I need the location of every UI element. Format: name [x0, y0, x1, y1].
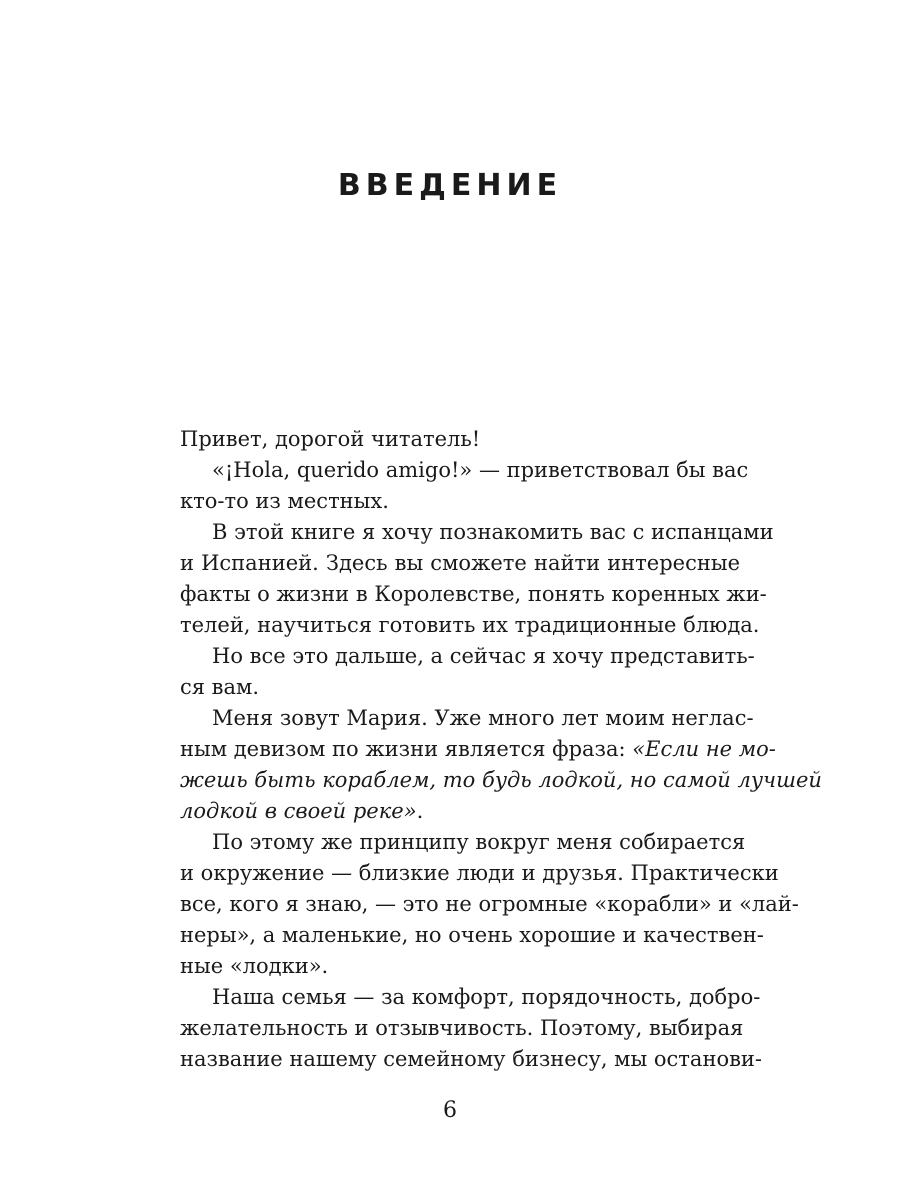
body-text [180, 424, 822, 1075]
text-line: Но все это дальше, а сейчас я хочу представить- [212, 644, 755, 668]
motto-quote: жешь быть кораблем, то будь лодкой, но самой лучшей [180, 768, 822, 792]
text-line: и окружение — близкие люди и друзья. Практически [180, 861, 779, 885]
text-line [180, 796, 740, 827]
text-line: желательность и отзывчивость. Поэтому, выбирая [180, 1016, 744, 1040]
text-line: ся вам. [180, 675, 260, 699]
text-line: неры», а маленькие, но очень хорошие и качествен- [180, 923, 764, 947]
motto-quote: «Если не мо- [632, 737, 776, 761]
text-fragment: ным девизом по жизни является фраза: [180, 737, 633, 761]
text-line: и Испанией. Здесь вы сможете найти интересные [180, 551, 740, 575]
text-line: кто-то из местных. [180, 489, 389, 513]
text-line: По этому же принципу вокруг меня собирается [212, 830, 746, 854]
text-line: факты о жизни в Королевстве, понять коренных жи- [180, 582, 767, 606]
text-line: «¡Hola, querido amigo!» — приветствовал бы вас [212, 458, 749, 482]
text-line: название нашему семейному бизнесу, мы останови- [180, 1047, 763, 1071]
motto-quote: лодкой в своей реке» [180, 799, 417, 823]
text-fragment: . [416, 799, 424, 823]
text-line: Меня зовут Мария. Уже много лет моим неглас- [212, 706, 754, 730]
chapter-heading: ВВЕДЕНИЕ [337, 168, 563, 203]
text-line: все, кого я знаю, — это не огромные «корабли» и «лай- [180, 892, 799, 916]
page-number: 6 [443, 1098, 457, 1123]
text-line [180, 734, 776, 765]
text-line: Привет, дорогой читатель! [180, 427, 481, 451]
text-line: телей, научиться готовить их традиционные блюда. [180, 613, 760, 637]
text-line: ные «лодки». [180, 954, 329, 978]
text-line: Наша семья — за комфорт, порядочность, добро- [212, 985, 761, 1009]
text-line: В этой книге я хочу познакомить вас с испанцами [212, 520, 774, 544]
